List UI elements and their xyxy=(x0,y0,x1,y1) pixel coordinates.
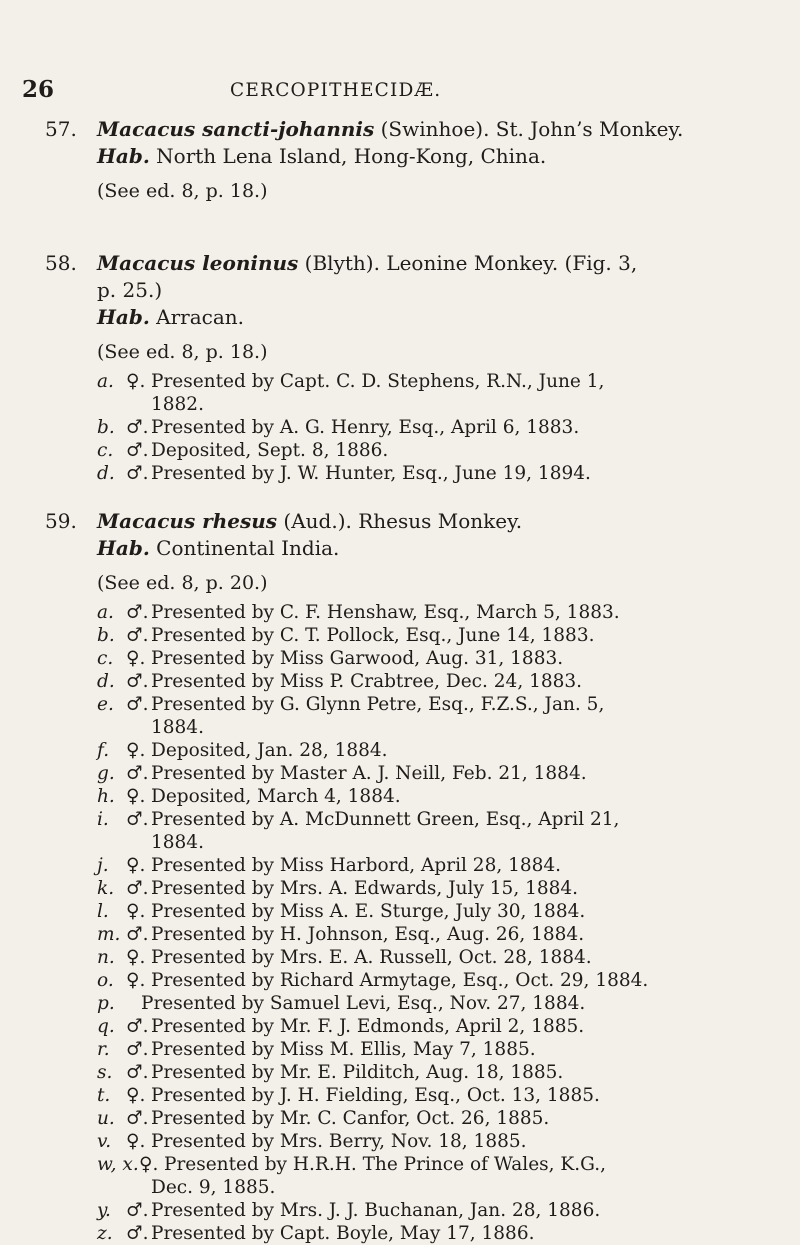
sex-symbol: ♀. xyxy=(126,740,146,761)
specimen-entry xyxy=(97,693,775,716)
specimen-entry xyxy=(97,762,775,785)
specimen-letter: c. xyxy=(97,440,114,461)
specimen-text xyxy=(151,693,775,716)
specimen-entry xyxy=(97,1015,775,1038)
specimen-description: Presented by H.R.H. The Prince of Wales, K.G., xyxy=(164,1154,606,1175)
specimen-text xyxy=(151,1107,775,1130)
specimen-list xyxy=(97,370,775,485)
specimen-letter: s. xyxy=(97,1062,113,1083)
specimen-letter: n. xyxy=(97,947,115,968)
specimen-text xyxy=(164,1153,775,1176)
specimen-description: Presented by Richard Armytage, Esq., Oct. 29, 1884. xyxy=(151,970,649,991)
sex-symbol: ♀. xyxy=(126,648,146,669)
specimen-text xyxy=(151,462,775,485)
specimen-description: Presented by C. F. Henshaw, Esq., March 5, 1883. xyxy=(151,602,620,623)
specimen-description: Presented by Mrs. A. Edwards, July 15, 1884. xyxy=(151,878,579,899)
specimen-text xyxy=(151,439,775,462)
specimen-entry xyxy=(97,946,775,969)
specimen-letter: f. xyxy=(97,740,110,761)
specimen-text xyxy=(151,969,775,992)
specimen-text xyxy=(151,854,775,877)
specimen-description: Deposited, March 4, 1884. xyxy=(151,786,401,807)
sex-symbol: ♂. xyxy=(126,463,149,484)
sex-symbol: ♂. xyxy=(126,924,149,945)
specimen-description: Deposited, Sept. 8, 1886. xyxy=(151,440,389,461)
entry-heading-continuation: p. 25.) xyxy=(97,278,163,302)
specimen-entry xyxy=(97,647,775,670)
see-reference: (See ed. 8, p. 20.) xyxy=(97,572,268,594)
specimen-description: Presented by Mrs. J. J. Buchanan, Jan. 28, 1886. xyxy=(151,1200,601,1221)
entry-heading xyxy=(45,116,775,143)
sex-symbol: ♂. xyxy=(126,878,149,899)
sex-symbol: ♂. xyxy=(126,1016,149,1037)
sex-symbol: ♂. xyxy=(126,809,149,830)
specimen-letter: t. xyxy=(97,1085,111,1106)
specimen-text xyxy=(151,923,775,946)
sex-symbol: ♂. xyxy=(126,602,149,623)
specimen-description: Presented by Mrs. Berry, Nov. 18, 1885. xyxy=(151,1131,527,1152)
specimen-entry xyxy=(97,900,775,923)
specimen-entry xyxy=(97,1199,775,1222)
sex-symbol: ♀. xyxy=(126,786,146,807)
specimen-entry xyxy=(97,1130,775,1153)
habitat-label: Hab. xyxy=(97,305,150,329)
specimen-description: Presented by C. T. Pollock, Esq., June 14, 1883. xyxy=(151,625,595,646)
habitat-label: Hab. xyxy=(97,144,150,168)
sex-symbol: ♂. xyxy=(126,1223,149,1244)
specimen-letter: a. xyxy=(97,371,114,392)
see-reference: (See ed. 8, p. 18.) xyxy=(97,180,268,202)
species-name: Macacus rhesus xyxy=(97,509,278,533)
sex-symbol: ♂. xyxy=(126,1200,149,1221)
specimen-entry xyxy=(97,739,775,762)
specimen-text xyxy=(151,1222,775,1245)
specimen-text xyxy=(151,877,775,900)
specimen-letter: o. xyxy=(97,970,114,991)
specimen-letter: b. xyxy=(97,625,115,646)
sex-symbol: ♂. xyxy=(126,417,149,438)
specimen-description: Presented by Miss P. Crabtree, Dec. 24, 1883. xyxy=(151,671,583,692)
habitat-text: Continental India. xyxy=(149,536,340,560)
specimen-entry xyxy=(97,601,775,624)
specimen-letter: w, x. xyxy=(97,1154,139,1175)
specimen-description: Presented by Mr. E. Pilditch, Aug. 18, 1885. xyxy=(151,1062,564,1083)
page-number: 26 xyxy=(22,76,55,103)
specimen-letter: a. xyxy=(97,602,114,623)
habitat-label: Hab. xyxy=(97,536,150,560)
sex-symbol: ♀. xyxy=(126,1131,146,1152)
specimen-text xyxy=(151,762,775,785)
specimen-description: Presented by G. Glynn Petre, Esq., F.Z.S., Jan. 5, xyxy=(151,694,605,715)
entry-number: 57. xyxy=(45,117,77,141)
specimen-letter: j. xyxy=(97,855,109,876)
specimen-entry xyxy=(97,416,775,439)
species-name: Macacus leoninus xyxy=(97,251,299,275)
entry-heading-text: (Blyth). Leonine Monkey. (Fig. 3, xyxy=(298,251,638,275)
specimen-text xyxy=(151,1061,775,1084)
specimen-letter: p. xyxy=(97,993,115,1014)
specimen-list xyxy=(97,601,775,1245)
sex-symbol: ♀. xyxy=(139,1154,159,1175)
specimen-entry xyxy=(97,1038,775,1061)
specimen-text xyxy=(151,601,775,624)
specimen-letter: u. xyxy=(97,1108,115,1129)
specimen-description: Presented by H. Johnson, Esq., Aug. 26, 1884. xyxy=(151,924,585,945)
specimen-entry xyxy=(97,1222,775,1245)
specimen-entry xyxy=(97,462,775,485)
specimen-text xyxy=(151,670,775,693)
specimen-letter: d. xyxy=(97,463,115,484)
specimen-text xyxy=(151,739,775,762)
specimen-description: Presented by Samuel Levi, Esq., Nov. 27, 1884. xyxy=(141,993,586,1014)
habitat-text: North Lena Island, Hong-Kong, China. xyxy=(149,144,547,168)
specimen-text xyxy=(151,1038,775,1061)
sex-symbol: ♂. xyxy=(126,1062,149,1083)
species-name: Macacus sancti-johannis xyxy=(97,117,375,141)
habitat-line xyxy=(97,143,775,170)
specimen-description: Presented by J. H. Fielding, Esq., Oct. 13, 1885. xyxy=(151,1085,600,1106)
specimen-description: Presented by A. McDunnett Green, Esq., April 21, xyxy=(151,809,620,830)
entry-heading xyxy=(45,508,775,535)
sex-symbol: ♂. xyxy=(126,1039,149,1060)
specimen-entry xyxy=(97,670,775,693)
specimen-text xyxy=(151,1130,775,1153)
specimen-text xyxy=(151,370,775,393)
specimen-description: Presented by Mr. F. J. Edmonds, April 2, 1885. xyxy=(151,1016,585,1037)
specimen-description: Presented by Miss M. Ellis, May 7, 1885. xyxy=(151,1039,536,1060)
entry-number: 58. xyxy=(45,251,77,275)
specimen-continuation: 1882. xyxy=(151,394,204,415)
specimen-text xyxy=(151,1084,775,1107)
specimen-letter: d. xyxy=(97,671,115,692)
specimen-description: Presented by Miss Garwood, Aug. 31, 1883. xyxy=(151,648,564,669)
specimen-description: Presented by J. W. Hunter, Esq., June 19, 1894. xyxy=(151,463,591,484)
entry-59 xyxy=(45,508,775,1245)
specimen-entry xyxy=(97,877,775,900)
specimen-entry xyxy=(97,785,775,808)
specimen-continuation: Dec. 9, 1885. xyxy=(151,1177,276,1198)
specimen-entry xyxy=(97,1153,775,1176)
sex-symbol: ♀. xyxy=(126,947,146,968)
see-reference: (See ed. 8, p. 18.) xyxy=(97,341,268,363)
specimen-letter: z. xyxy=(97,1223,113,1244)
sex-symbol: ♀. xyxy=(126,371,146,392)
specimen-description: Presented by Master A. J. Neill, Feb. 21, 1884. xyxy=(151,763,587,784)
sex-symbol: ♂. xyxy=(126,440,149,461)
specimen-letter: c. xyxy=(97,648,114,669)
entry-heading-text: (Swinhoe). St. John’s Monkey. xyxy=(374,117,684,141)
entry-heading xyxy=(45,250,775,277)
specimen-entry xyxy=(97,1061,775,1084)
specimen-letter: m. xyxy=(97,924,121,945)
specimen-text xyxy=(151,416,775,439)
specimen-entry xyxy=(97,624,775,647)
specimen-description: Presented by Mr. C. Canfor, Oct. 26, 1885. xyxy=(151,1108,550,1129)
specimen-letter: h. xyxy=(97,786,115,807)
specimen-entry xyxy=(97,1084,775,1107)
specimen-text xyxy=(151,900,775,923)
sex-symbol: ♂. xyxy=(126,625,149,646)
specimen-description: Presented by Capt. C. D. Stephens, R.N., June 1, xyxy=(151,371,605,392)
specimen-entry xyxy=(97,969,775,992)
specimen-letter: g. xyxy=(97,763,115,784)
sex-symbol: ♀. xyxy=(126,901,146,922)
sex-symbol: ♂. xyxy=(126,671,149,692)
specimen-letter: b. xyxy=(97,417,115,438)
entry-heading-text: (Aud.). Rhesus Monkey. xyxy=(277,509,523,533)
habitat-line xyxy=(97,304,775,331)
specimen-text xyxy=(151,785,775,808)
specimen-description: Presented by Miss A. E. Sturge, July 30, 1884. xyxy=(151,901,586,922)
page-header xyxy=(0,76,800,106)
specimen-letter: v. xyxy=(97,1131,112,1152)
specimen-letter: r. xyxy=(97,1039,110,1060)
specimen-text xyxy=(151,1015,775,1038)
specimen-letter: e. xyxy=(97,694,114,715)
specimen-entry xyxy=(97,439,775,462)
sex-symbol: ♂. xyxy=(126,1108,149,1129)
habitat-text: Arracan. xyxy=(149,305,245,329)
specimen-description: Deposited, Jan. 28, 1884. xyxy=(151,740,388,761)
specimen-continuation: 1884. xyxy=(151,717,204,738)
specimen-letter: q. xyxy=(97,1016,115,1037)
sex-symbol: ♀. xyxy=(126,855,146,876)
specimen-continuation: 1884. xyxy=(151,832,204,853)
running-head: CERCOPITHECIDÆ. xyxy=(230,80,442,101)
habitat-line xyxy=(97,535,775,562)
sex-symbol: ♀. xyxy=(126,1085,146,1106)
specimen-letter: k. xyxy=(97,878,115,899)
sex-symbol: ♀. xyxy=(126,970,146,991)
specimen-entry xyxy=(97,992,775,1015)
entry-number: 59. xyxy=(45,509,77,533)
specimen-letter: y. xyxy=(97,1200,111,1221)
entry-57 xyxy=(45,116,775,209)
specimen-entry xyxy=(97,370,775,393)
specimen-text xyxy=(141,992,775,1015)
specimen-entry xyxy=(97,923,775,946)
specimen-text xyxy=(151,1199,775,1222)
specimen-entry xyxy=(97,1107,775,1130)
sex-symbol: ♂. xyxy=(126,694,149,715)
specimen-letter: i. xyxy=(97,809,109,830)
specimen-text xyxy=(151,624,775,647)
entry-58 xyxy=(45,250,775,485)
specimen-entry xyxy=(97,808,775,831)
specimen-description: Presented by A. G. Henry, Esq., April 6, 1883. xyxy=(151,417,580,438)
sex-symbol: ♂. xyxy=(126,763,149,784)
specimen-description: Presented by Capt. Boyle, May 17, 1886. xyxy=(151,1223,535,1244)
specimen-description: Presented by Mrs. E. A. Russell, Oct. 28, 1884. xyxy=(151,947,592,968)
specimen-description: Presented by Miss Harbord, April 28, 1884. xyxy=(151,855,562,876)
specimen-letter: l. xyxy=(97,901,109,922)
specimen-text xyxy=(151,808,775,831)
specimen-entry xyxy=(97,854,775,877)
specimen-text xyxy=(151,647,775,670)
specimen-text xyxy=(151,946,775,969)
